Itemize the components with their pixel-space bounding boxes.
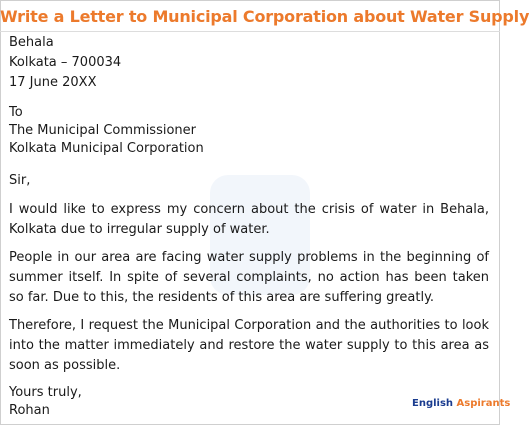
recipient-to: To [9,105,23,120]
brand-logo-part2: Aspirants [456,398,511,409]
signature: Rohan [9,403,50,418]
closing: Yours truly, [9,385,82,400]
salutation: Sir, [9,173,31,188]
sender-place: Behala [9,35,54,50]
title-divider [0,31,500,32]
body-paragraph-3: Therefore, I request the Municipal Corporation and the authorities to look into the matter immediately and restore the water supply to this area as soon as possible. [9,318,489,373]
recipient-organisation: Kolkata Municipal Corporation [9,141,204,156]
sender-city-pin: Kolkata – 700034 [9,55,122,70]
page-title: Write a Letter to Municipal Corporation about Water Supply [0,7,529,26]
body-paragraph-2: People in our area are facing water supply problems in the beginning of summer itself. In spite of several complaints, no action has been taken so far. Due to this, the residents of this area are suffering greatly. [9,250,489,305]
brand-logo-part1: English [412,398,454,409]
brand-logo [412,398,510,409]
recipient-designation: The Municipal Commissioner [9,123,197,138]
body-paragraph-1: I would like to express my concern about the crisis of water in Behala, Kolkata due to irregular supply of water. [9,202,489,237]
letter-date: 17 June 20XX [9,75,97,90]
